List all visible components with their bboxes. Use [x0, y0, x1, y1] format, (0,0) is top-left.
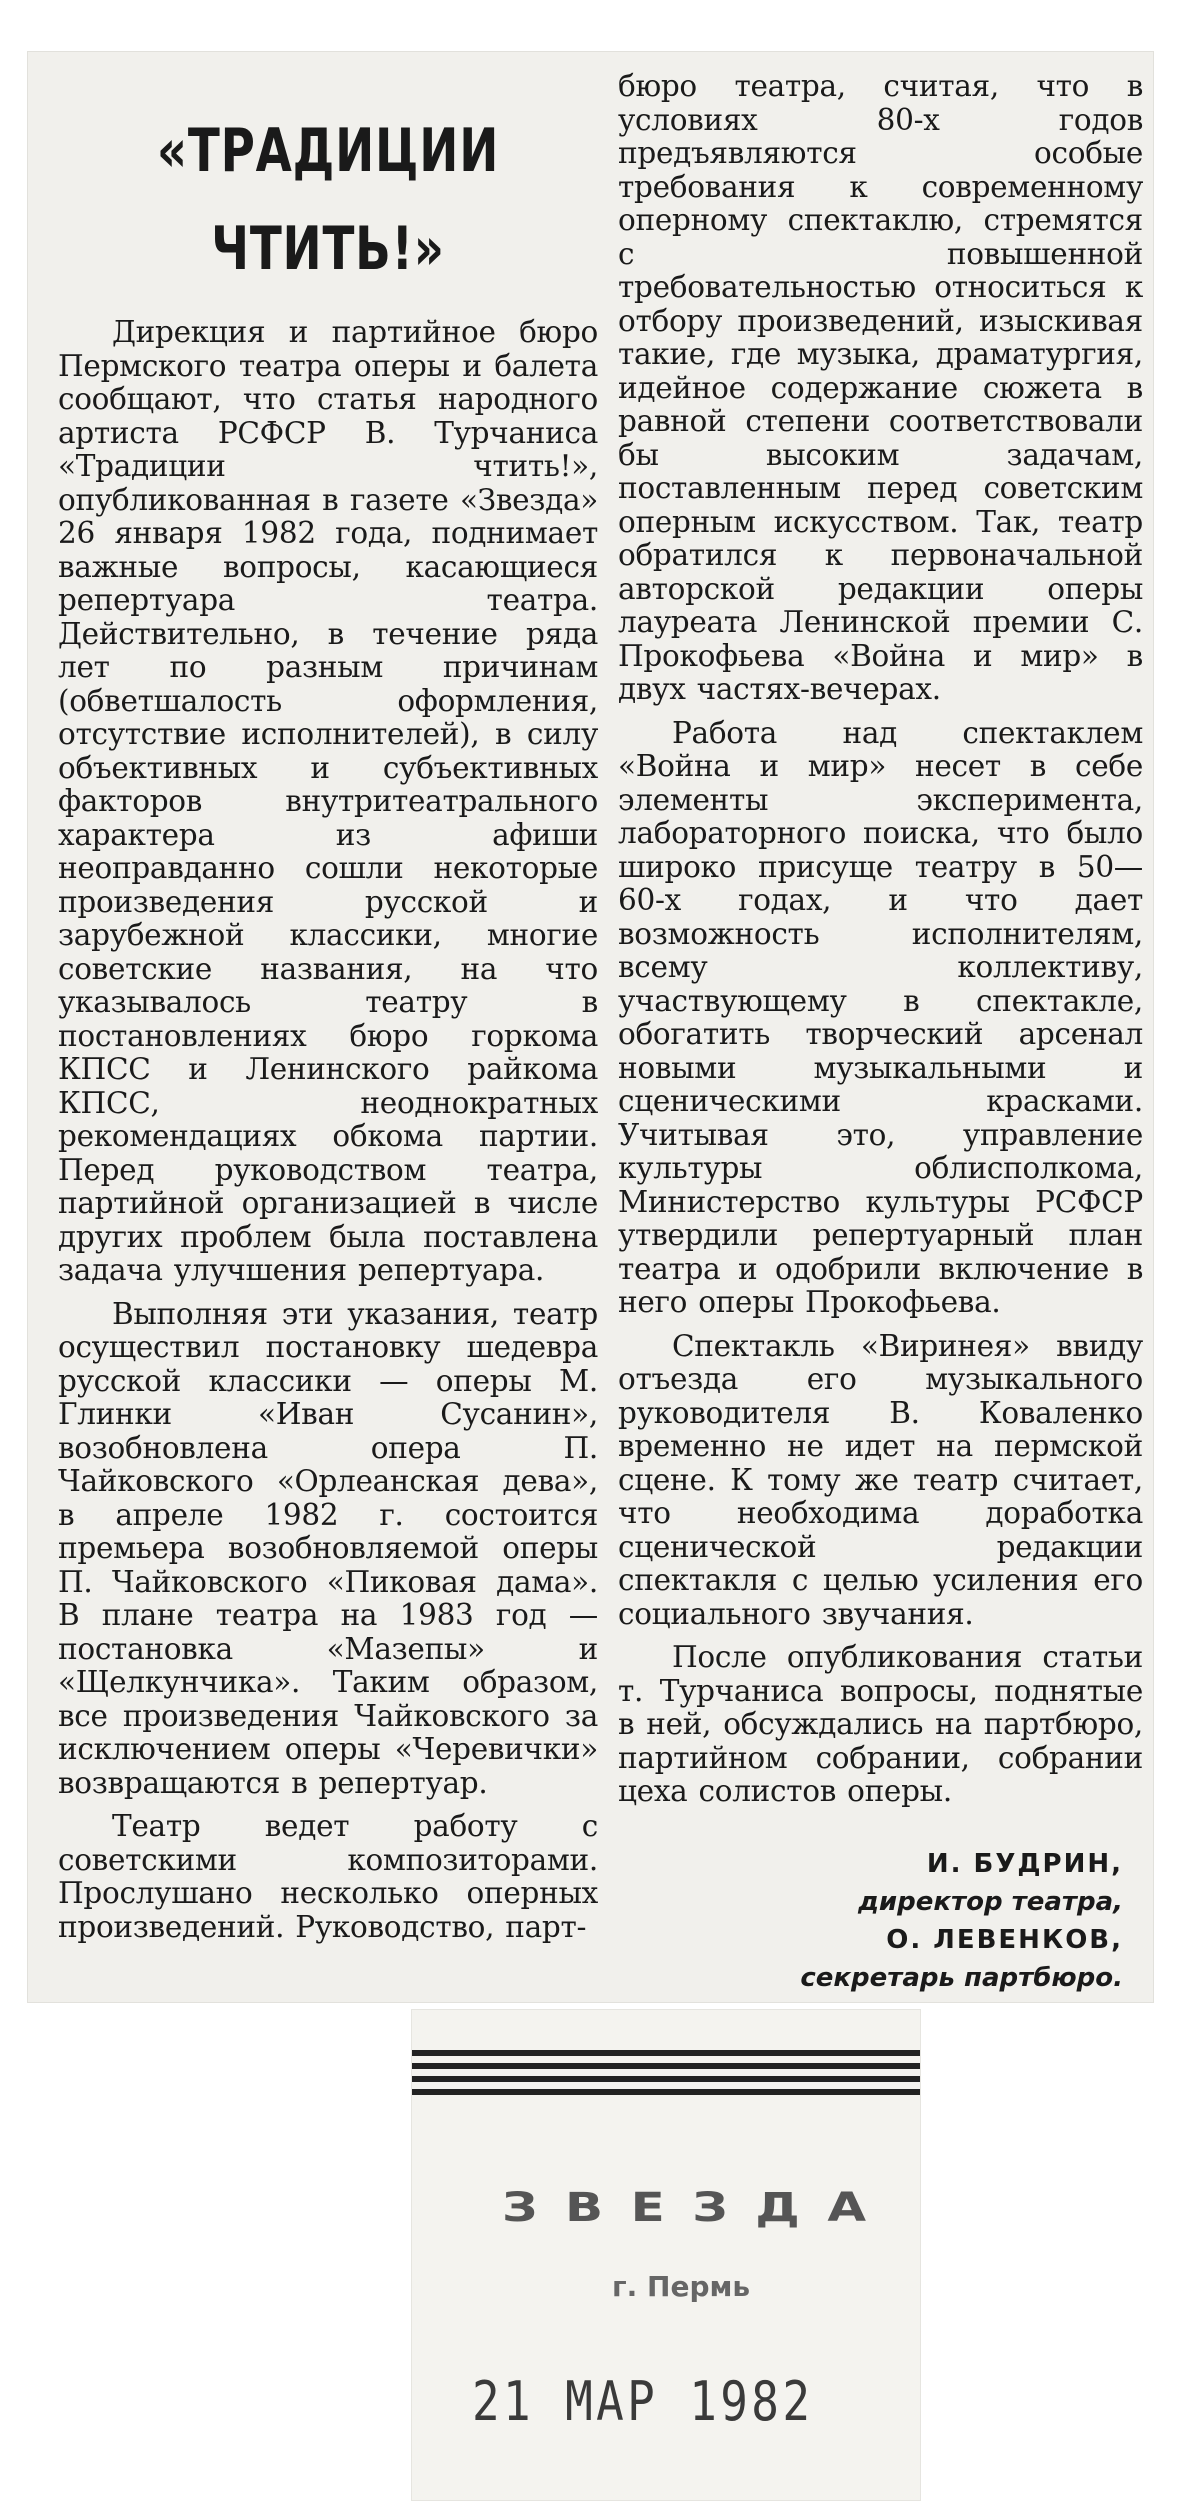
paragraph: бюро театра, считая, что в условиях 80-х годов предъявляются особые требования к современному оперному спектаклю, стремятся с повышенной требовательностью относиться к отбору произведений, изыскивая такие, где музыка, драматургия, идейное содержание сюжета в равной степени соответствовали бы высоким задачам, поставленным перед советским оперным искусством. Так, театр обратился к первоначальной авторской редакции оперы лауреата Ленинской премии С. Прокофьева «Война и мир» в двух частях-вечерах.: [618, 69, 1143, 706]
article-headline: [117, 102, 538, 298]
article-signature: [618, 1845, 1143, 1997]
separator-stripes: [412, 2050, 920, 2102]
paragraph: Театр ведет работу с советскими композиторами. Прослушано несколько оперных произведений. Руководство, парт-: [58, 1809, 598, 1944]
paragraph: Работа над спектаклем «Война и мир» несет в себе элементы эксперимента, лабораторного поиска, что было широко присуще театру в 50—60-х годах, и что дает возможность исполнителям, всему коллективу, участвующему в спектакле, обогатить творческий арсенал новыми музыкальными и сценическими красками. Учитывая это, управление культуры облисполкома, Министерство культуры РСФСР утвердили репертуарный план театра и одобрили включение в него оперы Прокофьева.: [618, 715, 1143, 1319]
signature-role-2: секретарь партбюро.: [800, 1962, 1123, 1993]
signature-role-1: директор театра,: [857, 1886, 1123, 1917]
paragraph: Спектакль «Виринея» ввиду отъезда его музыкального руководителя В. Коваленко временно не идет на пермской сцене. К тому же театр считает, что необходима доработка сценической редакции спектакля с целью усиления его социального звучания.: [618, 1328, 1143, 1631]
signature-name-2: О. ЛЕВЕНКОВ,: [886, 1924, 1123, 1955]
signature-name-1: И. БУДРИН,: [926, 1848, 1123, 1879]
right-column: [618, 52, 1143, 1997]
stamp-city: г. Пермь: [612, 2270, 751, 2303]
left-column: [58, 52, 598, 1944]
newspaper-clipping: [28, 52, 1153, 2002]
stamp-date: 21 МАР 1982: [472, 2370, 814, 2433]
headline-line-1: «ТРАДИЦИИ: [156, 116, 500, 186]
headline-line-2: ЧТИТЬ!»: [211, 214, 445, 284]
paragraph: Выполняя эти указания, театр осуществил постановку шедевра русской классики — оперы М. Глинки «Иван Сусанин», возобновлена опера П. Чайковского «Орлеанская дева», в апреле 1982 г. состоится премьера возобновляемой оперы П. Чайковского «Пиковая дама». В плане театра на 1983 год — постановка «Мазепы» и «Щелкунчика». Таким образом, все произведения Чайковского за исключением оперы «Черевички» возвращаются в репертуар.: [58, 1296, 598, 1800]
paragraph: После опубликования статьи т. Турчаниса вопросы, поднятые в ней, обсуждались на партбюро, партийном собрании, собрании цеха солистов оперы.: [618, 1640, 1143, 1808]
newspaper-stamp-strip: [412, 2010, 920, 2500]
stamp-newspaper-name: ЗВЕЗДА: [502, 2185, 894, 2231]
paragraph: Дирекция и партийное бюро Пермского театра оперы и балета сообщают, что статья народного артиста РСФСР В. Турчаниса «Традиции чтить!», опубликованная в газете «Звезда» 26 января 1982 года, поднимает важные вопросы, касающиеся репертуара театра. Действительно, в течение ряда лет по разным причинам (обветшалость оформления, отсутствие исполнителей), в силу объективных и субъективных факторов внутритеатрального характера из афиши неоправданно сошли некоторые произведения русской и зарубежной классики, многие советские названия, на что указывалось театру в постановлениях бюро горкома КПСС и Ленинского райкома КПСС, неоднократных рекомендациях обкома партии. Перед руководством театра, партийной организацией в числе других проблем была поставлена задача улучшения репертуара.: [58, 315, 598, 1287]
